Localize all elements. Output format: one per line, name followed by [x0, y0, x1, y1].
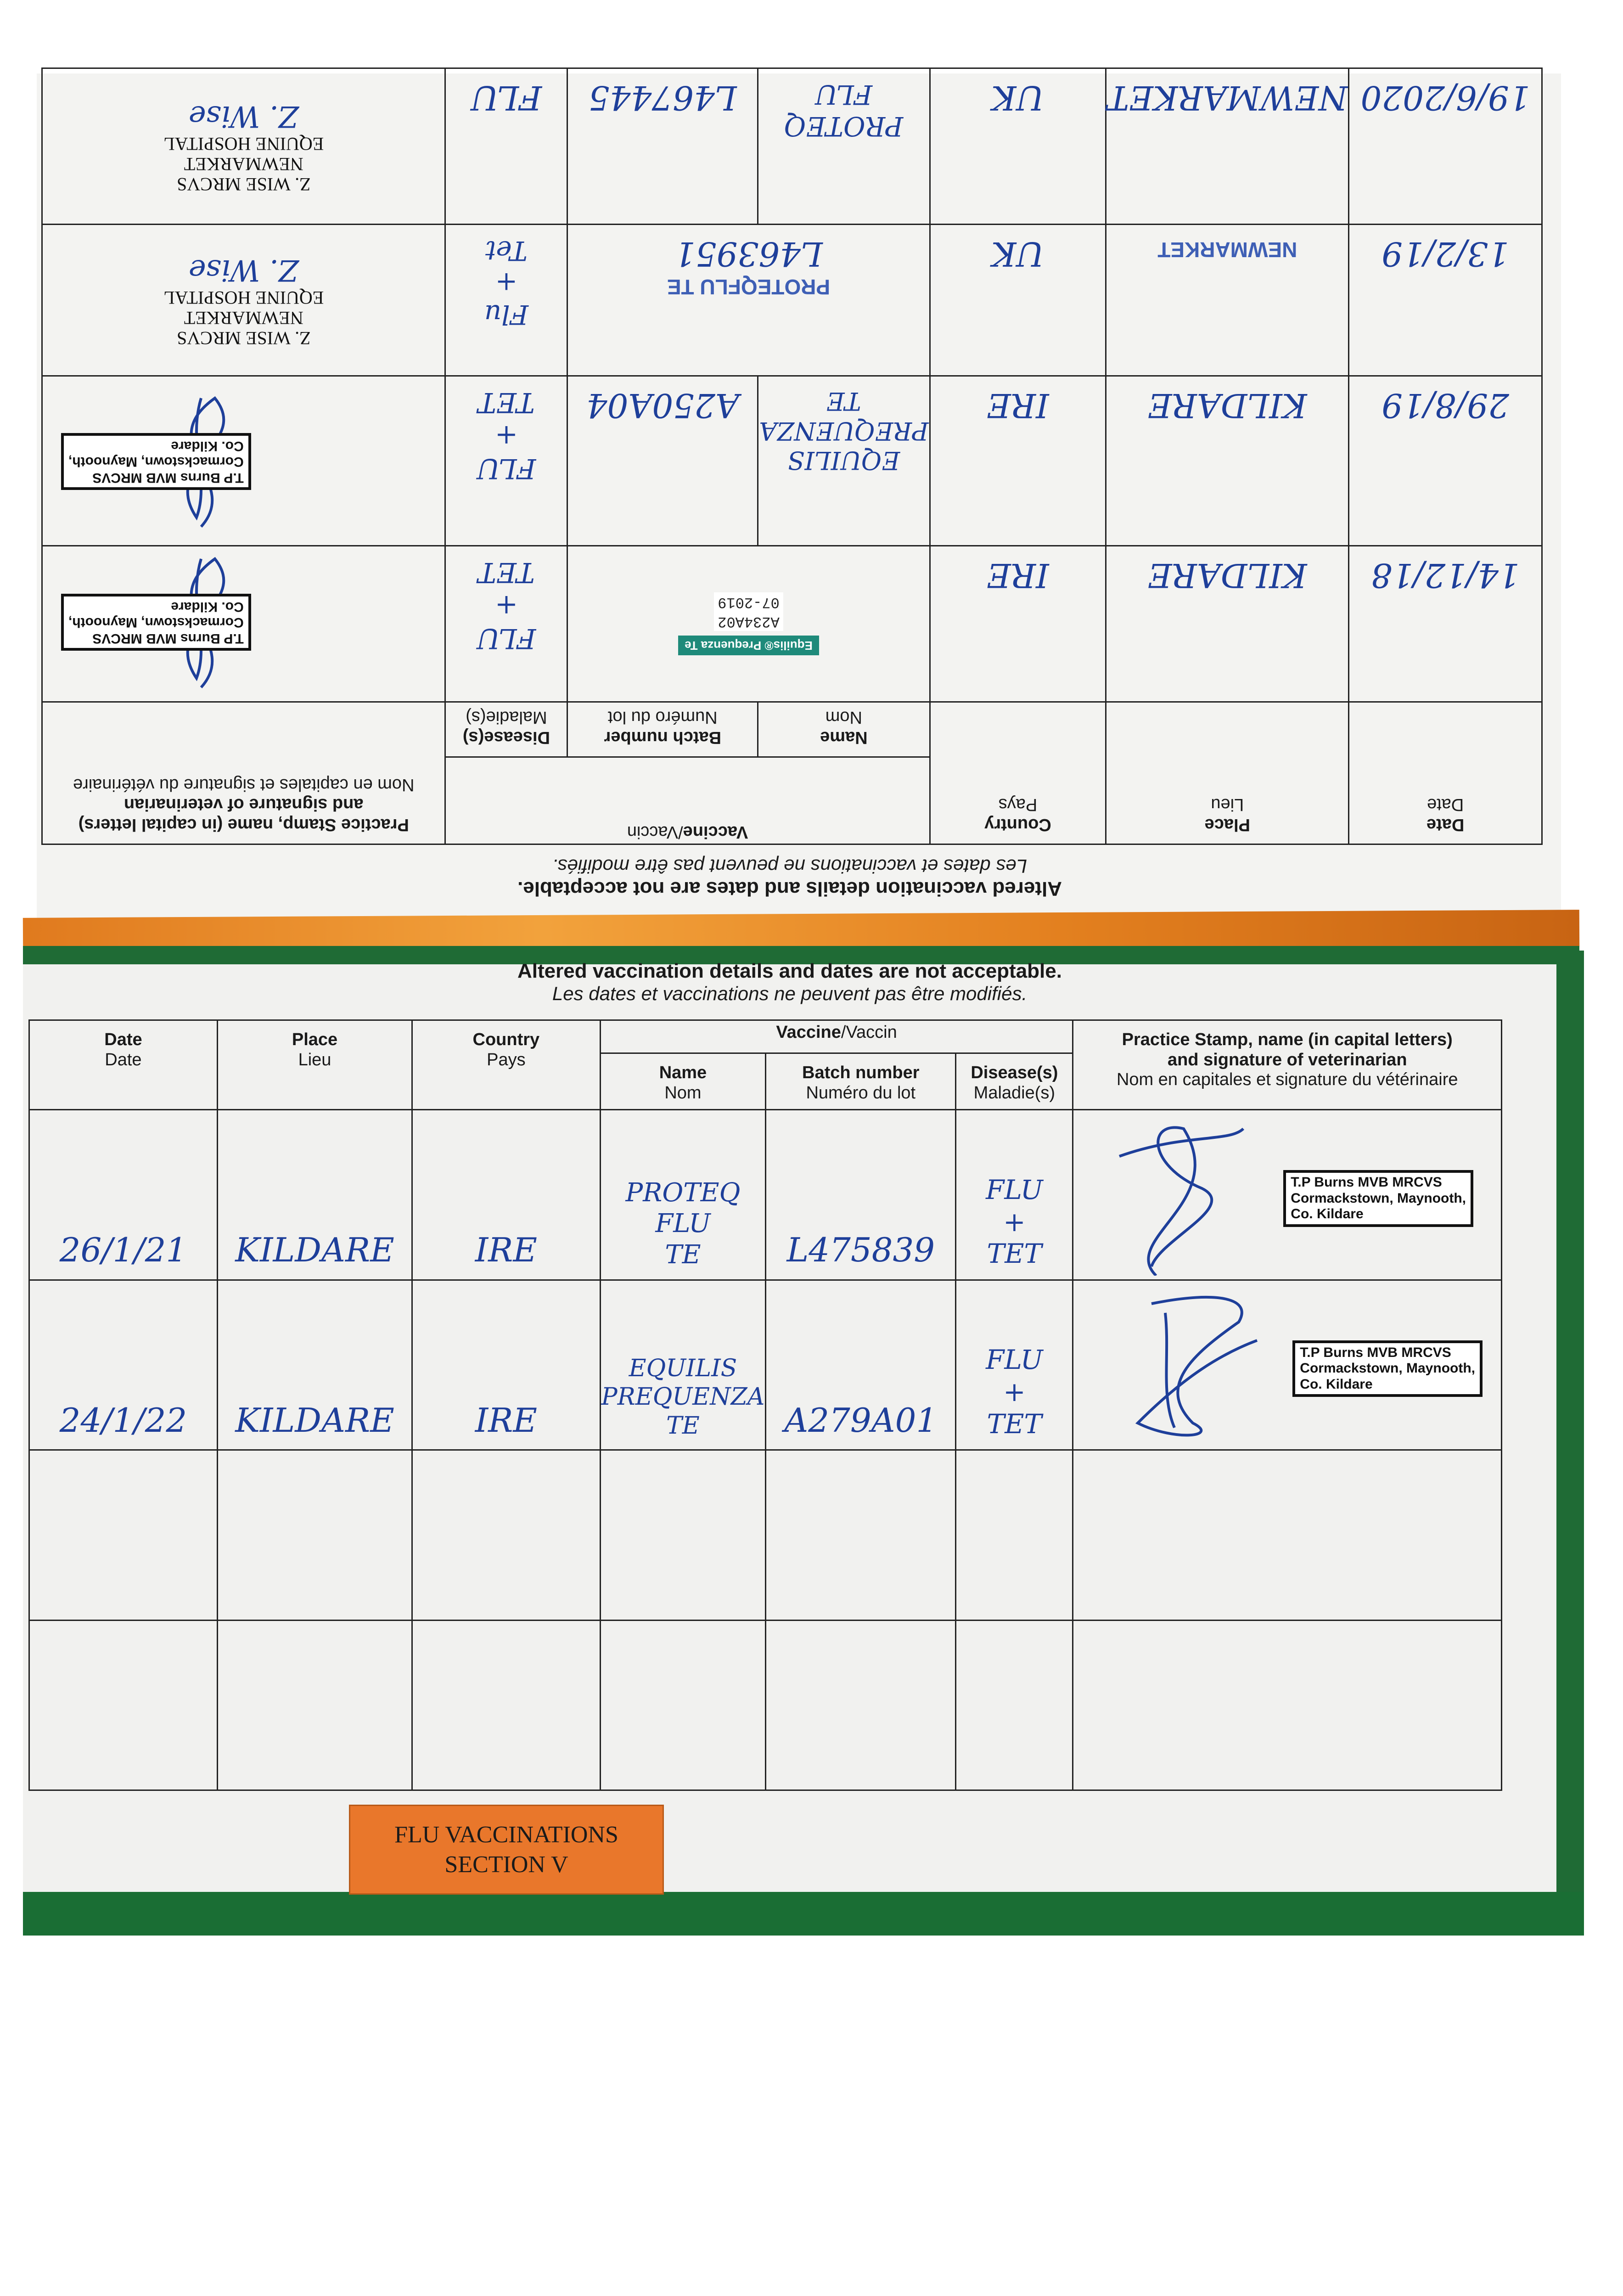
practice-stamp: T.P Burns MVB MRCVS Cormackstown, Maynooth, Co. Kildare — [61, 433, 251, 490]
stamp-cell — [1073, 1280, 1502, 1450]
header-batch: Batch number Numéro du lot — [567, 702, 758, 757]
entry-place: KILDARE — [217, 1110, 412, 1280]
entry-date: 29/8/19 — [1349, 376, 1542, 546]
table-row — [42, 546, 1542, 702]
entry-batch: L475839 — [766, 1110, 956, 1280]
practice-stamp: T.P Burns MVB MRCVS Cormackstown, Maynooth, Co. Kildare — [1283, 1170, 1473, 1227]
signature: Z. Wise — [188, 99, 299, 133]
table-row — [29, 1280, 1502, 1450]
signature-mark — [1092, 1101, 1257, 1276]
section-label — [349, 1805, 664, 1895]
signature-mark — [1101, 1285, 1275, 1441]
vaccine-label-cell — [567, 546, 930, 702]
header-disease: Disease(s) Maladie(s) — [956, 1053, 1073, 1110]
entry-country: UK — [930, 68, 1106, 225]
header-place: Place Lieu — [217, 1020, 412, 1110]
entry-country: IRE — [412, 1280, 600, 1450]
entry-date: 24/1/22 — [29, 1280, 218, 1450]
entry-batch: A250A04 — [567, 376, 758, 546]
header-vaccine: Vaccine/Vaccin — [445, 757, 930, 844]
table-row-empty — [29, 1620, 1502, 1790]
entry-date: 26/1/21 — [29, 1110, 218, 1280]
entry-disease: Flu + Tet — [445, 225, 567, 376]
entry-date: 14/12/18 — [1349, 546, 1542, 702]
entry-place: KILDARE — [1106, 376, 1349, 546]
practice-stamp: T.P Burns MVB MRCVS Cormackstown, Maynooth, Co. Kildare — [1292, 1340, 1483, 1397]
header-date: Date Date — [1349, 702, 1542, 844]
upper-warning-en: Altered vaccination details and dates are not acceptable. — [517, 878, 1062, 900]
entry-country: IRE — [412, 1110, 600, 1280]
lower-warning-en: Altered vaccination details and dates are not acceptable. — [517, 960, 1062, 982]
entry-vaccine-name: EQUILIS PREQUENZA TE — [600, 1280, 766, 1450]
table-row — [29, 1110, 1502, 1280]
header-country: Country Pays — [412, 1020, 600, 1110]
table-row-empty — [29, 1450, 1502, 1620]
lower-warning-fr: Les dates et vaccinations ne peuvent pas être modifiés. — [552, 983, 1028, 1004]
sticker-expiry: 07-2019 — [714, 592, 783, 612]
entry-batch: L467445 — [567, 68, 758, 225]
vaccine-sticker: Equilis® Prequenza Te — [678, 636, 819, 655]
lower-warning — [23, 960, 1556, 1005]
entry-country: UK — [930, 225, 1106, 376]
practice-stamp: T.P Burns MVB MRCVS Cormackstown, Maynooth, Co. Kildare — [61, 594, 251, 651]
header-name: Name Nom — [600, 1053, 766, 1110]
entry-batch: A279A01 — [766, 1280, 956, 1450]
green-band-right — [1556, 951, 1584, 1896]
entry-country: IRE — [930, 376, 1106, 546]
header-stamp: Practice Stamp, name (in capital letters) and signature of veterinarian Nom en capitales et signature du vétérinaire — [42, 702, 445, 844]
entry-vaccine-name: PROTEQ FLU TE — [600, 1110, 766, 1280]
practice-stamp: Z. WISE MRCVS NEWMARKET EQUINE HOSPITAL Z. Wise — [42, 225, 445, 376]
entry-place: NEWMARKET — [1106, 225, 1349, 376]
upper-warning-fr: Les dates et vaccinations ne peuvent pas être modifiés. — [552, 855, 1028, 877]
header-vaccine: Vaccine/Vaccin — [600, 1020, 1073, 1053]
header-date: Date Date — [29, 1020, 218, 1110]
practice-stamp: Z. WISE MRCVS NEWMARKET EQUINE HOSPITAL Z. Wise — [42, 68, 445, 225]
entry-vaccine-name: PROTEQFLU TE L463951 — [567, 225, 930, 376]
stamp-cell — [42, 546, 445, 702]
entry-disease: FLU + TET — [445, 376, 567, 546]
stamp-cell — [1073, 1110, 1502, 1280]
header-country: Country Pays — [930, 702, 1106, 844]
entry-disease: FLU + TET — [956, 1280, 1073, 1450]
upper-warning — [37, 855, 1543, 900]
upper-vaccination-table — [41, 68, 1543, 845]
section-number: SECTION V — [444, 1851, 568, 1878]
signature: Z. Wise — [188, 253, 299, 287]
lower-vaccination-table — [28, 1019, 1502, 1791]
entry-country: IRE — [930, 546, 1106, 702]
entry-date: 19/6/2020 — [1349, 68, 1542, 225]
entry-batch: L463951 — [674, 235, 823, 274]
table-row — [42, 376, 1542, 546]
entry-disease: FLU — [445, 68, 567, 225]
entry-vaccine-name: EQUILIS PREQUENZA TE — [758, 376, 930, 546]
header-disease: Disease(s) Maladie(s) — [445, 702, 567, 757]
entry-place: NEWMARKET — [1106, 68, 1349, 225]
header-stamp: Practice Stamp, name (in capital letters) and signature of veterinarian Nom en capitales et signature du vétérinaire — [1073, 1020, 1502, 1110]
section-title: FLU VACCINATIONS — [394, 1822, 618, 1848]
entry-vaccine-name: PROTEQ FLU — [758, 68, 930, 225]
table-row — [42, 68, 1542, 225]
upper-page-content — [37, 73, 1543, 923]
header-place: Place Lieu — [1106, 702, 1349, 844]
entry-place: KILDARE — [217, 1280, 412, 1450]
header-batch: Batch number Numéro du lot — [766, 1053, 956, 1110]
sticker-batch: A234A02 — [714, 612, 783, 631]
entry-place: KILDARE — [1106, 546, 1349, 702]
table-row — [42, 225, 1542, 376]
stamp-cell — [42, 376, 445, 546]
entry-disease: FLU + TET — [956, 1110, 1073, 1280]
header-name: Name Nom — [758, 702, 930, 757]
entry-disease: FLU + TET — [445, 546, 567, 702]
entry-date: 13/2/19 — [1349, 225, 1542, 376]
green-band-bottom — [23, 1892, 1584, 1936]
